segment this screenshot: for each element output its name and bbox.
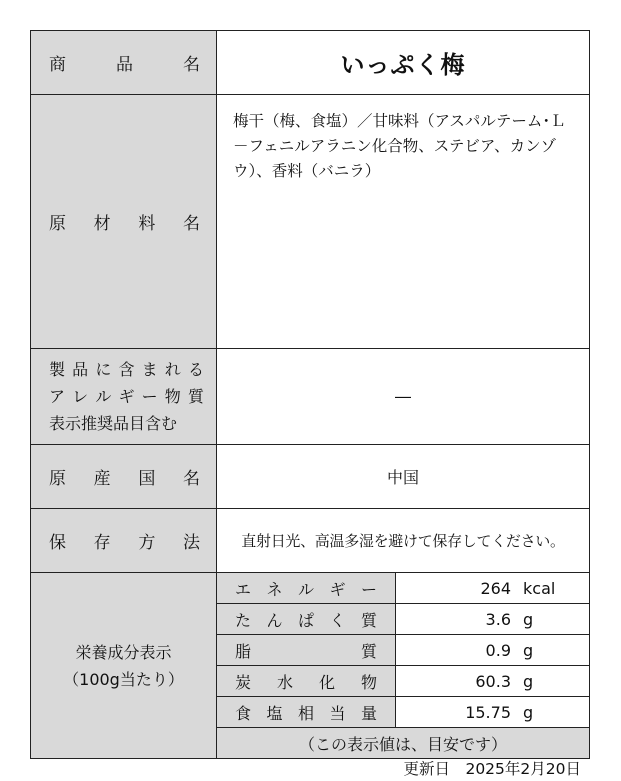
label-char: ー: [141, 387, 158, 406]
label-char: た: [235, 610, 252, 630]
label-char: ア: [49, 387, 66, 406]
label-char: 含: [118, 360, 135, 379]
allergy-label-line-1: [49, 356, 204, 383]
nutrition-unit: g: [517, 604, 589, 635]
nutrition-header-line-1: 栄養成分表示: [75, 642, 172, 662]
allergy-row: [31, 349, 590, 445]
label-char: ギ: [118, 387, 135, 406]
nutrition-value: 3.6: [396, 604, 518, 635]
nutrition-item-fat: [217, 635, 589, 666]
label-text: 表示推奨品目含む: [49, 414, 178, 433]
label-char: 存: [93, 533, 111, 553]
nutrition-unit: g: [517, 697, 589, 728]
nutrition-item-carbohydrate: [217, 666, 589, 697]
label-char: ネ: [266, 579, 283, 599]
nutrition-name: [217, 604, 396, 635]
nutrition-row: [31, 573, 590, 759]
label-char: 塩: [266, 703, 283, 723]
allergy-label-line-3: [49, 410, 204, 437]
label-char: れ: [164, 360, 181, 379]
label-char: 製: [49, 360, 66, 379]
nutrition-unit: g: [517, 666, 589, 697]
label-char: 名: [182, 214, 200, 234]
label-char: 相: [297, 703, 314, 723]
label-char: 水: [276, 672, 293, 692]
label-char: レ: [72, 387, 89, 406]
label-char: 物: [360, 672, 377, 692]
label-char: エ: [235, 579, 252, 599]
product-name-label: [31, 50, 216, 75]
nutrition-table: [217, 573, 589, 758]
label-char: 炭: [235, 672, 252, 692]
product-row: [31, 31, 590, 95]
label-char: 産: [93, 469, 111, 489]
nutrition-name: [217, 666, 396, 697]
nutrition-item-energy: [217, 573, 589, 604]
label-char: ー: [360, 579, 377, 599]
updated-date: 更新日 2025年2月20日: [403, 760, 581, 778]
nutrition-name: [217, 573, 396, 604]
label-char: ぱ: [297, 610, 314, 630]
label-char: る: [187, 360, 204, 379]
nutrition-header: [31, 573, 217, 759]
label-char: 脂: [235, 641, 252, 661]
label-char: 名: [182, 469, 200, 489]
label-char: 品: [116, 55, 133, 75]
origin-label: [31, 464, 216, 489]
label-char: 質: [360, 641, 377, 661]
label-char: ギ: [329, 579, 346, 599]
food-label-table: [30, 30, 590, 759]
label-char: 物: [164, 387, 181, 406]
nutrition-unit: g: [517, 635, 589, 666]
label-char: ま: [141, 360, 158, 379]
label-char: 当: [329, 703, 346, 723]
label-char: に: [95, 360, 112, 379]
label-char: く: [329, 610, 346, 630]
nutrition-unit: kcal: [517, 573, 589, 604]
label-char: 原: [49, 214, 66, 234]
nutrition-item-salt: [217, 697, 589, 728]
label-char: 量: [360, 703, 377, 723]
nutrition-name: [217, 635, 396, 666]
ingredients-label: [31, 209, 216, 234]
label-char: 料: [138, 214, 156, 234]
label-char: 品: [72, 360, 89, 379]
nutrition-value: 0.9: [396, 635, 518, 666]
label-char: 質: [187, 387, 204, 406]
nutrition-name: [217, 697, 396, 728]
label-char: 化: [318, 672, 335, 692]
nutrition-facts: [217, 573, 590, 759]
product-name-header: [31, 31, 217, 95]
label-char: 原: [49, 469, 66, 489]
product-name-value: いっぷく梅: [217, 31, 590, 95]
nutrition-value: 15.75: [396, 697, 518, 728]
label-char: 質: [360, 610, 377, 630]
label-char: 国: [138, 469, 156, 489]
storage-row: [31, 509, 590, 573]
allergy-value: ―: [217, 349, 590, 445]
storage-label: [31, 528, 216, 553]
label-char: ん: [266, 610, 283, 630]
nutrition-note: （この表示値は、目安です）: [217, 728, 589, 759]
origin-value: 中国: [217, 445, 590, 509]
storage-value: 直射日光、高温多湿を避けて保存してください。: [217, 509, 590, 573]
origin-row: [31, 445, 590, 509]
label-char: 名: [183, 55, 200, 75]
ingredients-value: 梅干（梅、食塩）／甘味料（アスパルテーム･Ｌ－フェニルアラニン化合物、ステビア、カンゾウ）、香料（バニラ）: [217, 95, 590, 349]
allergy-header: [31, 349, 217, 445]
nutrition-note-row: [217, 728, 589, 759]
label-char: 商: [49, 55, 66, 75]
allergy-label-line-2: [49, 383, 204, 410]
label-char: 方: [138, 533, 156, 553]
label-char: ル: [297, 579, 314, 599]
ingredients-row: [31, 95, 590, 349]
nutrition-item-protein: [217, 604, 589, 635]
label-char: 法: [182, 533, 200, 553]
label-char: 保: [49, 533, 66, 553]
nutrition-value: 264: [396, 573, 518, 604]
ingredients-header: [31, 95, 217, 349]
label-char: 材: [93, 214, 111, 234]
label-char: ル: [95, 387, 112, 406]
label-char: 食: [235, 703, 252, 723]
origin-header: [31, 445, 217, 509]
storage-header: [31, 509, 217, 573]
nutrition-value: 60.3: [396, 666, 518, 697]
nutrition-header-line-2: （100g当たり）: [63, 669, 184, 689]
